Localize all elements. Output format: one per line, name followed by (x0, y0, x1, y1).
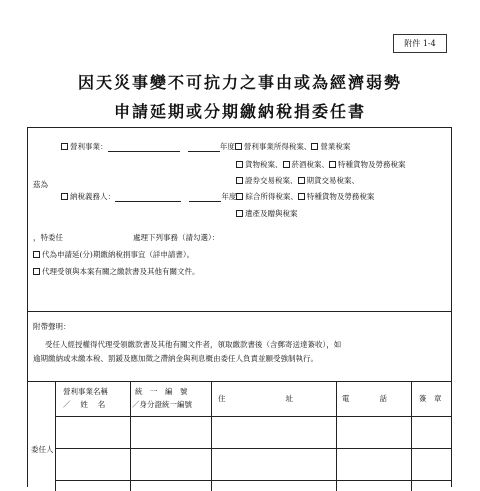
business-name-field[interactable] (108, 143, 180, 152)
entrust-prefix: ，特委任 (33, 233, 63, 242)
option-checkbox[interactable] (236, 161, 243, 168)
taxpayer-row (61, 191, 374, 202)
task-option-1 (33, 249, 194, 260)
table-col-border (211, 381, 212, 491)
notes-line-2: 逾期繳納或未繳本稅、罰鍰及應加徵之滯納金與利息概由委任人負責並願受強制執行。 (33, 354, 318, 363)
business-row (61, 141, 350, 152)
taxpayer-name-field[interactable] (115, 193, 181, 202)
taxpayer-checkbox[interactable] (61, 193, 68, 200)
table-row-border (55, 416, 451, 417)
taxpayer-year-field[interactable] (189, 193, 221, 202)
column-header-address: 住 址 (218, 394, 293, 403)
option-label: 營業稅案 (320, 142, 351, 151)
table-row-border (55, 448, 451, 449)
option-label: 貨物稅案、 (245, 160, 283, 169)
table-col-border (411, 381, 412, 491)
task-label: 代理受領與本案有關之繳款書及其他有關文件。 (42, 267, 200, 276)
option-label: 遺產及贈與稅案 (245, 209, 298, 218)
business-options-row-2 (236, 159, 406, 170)
page-subtitle: 申請延期或分期繳納稅捐委任書 (113, 102, 366, 121)
option-checkbox[interactable] (311, 143, 318, 150)
business-year-field[interactable] (188, 143, 220, 152)
column-header-id-2: ／身分證統一編號 (132, 400, 192, 409)
section-side-label: 茲為 (33, 180, 48, 189)
column-header-id: 統 一 編 號 (135, 387, 188, 396)
option-label: 證券交易稅案、 (245, 176, 298, 185)
column-header-name-2: ／ 姓 名 (63, 400, 106, 409)
table-row-border (55, 480, 451, 481)
table-side-label: 委任人 (31, 445, 54, 454)
business-year-suffix: 年度 (219, 142, 235, 151)
option-checkbox[interactable] (283, 161, 290, 168)
option-label: 營利事業所得稅案、 (243, 142, 312, 151)
attachment-label: 附件 1-4 (393, 34, 447, 53)
option-checkbox[interactable] (236, 177, 243, 184)
business-label: 營利事業： (70, 142, 108, 151)
notes-heading: 附帶聲明： (33, 322, 71, 331)
page-title: 因天災事變不可抗力之事由或為經濟弱勢 (77, 73, 402, 92)
entrust-suffix: 處理下列事務（請勾選）： (133, 233, 220, 242)
taxpayer-year-suffix: 年度 (221, 192, 237, 201)
option-checkbox[interactable] (298, 193, 305, 200)
option-checkbox[interactable] (298, 177, 305, 184)
business-options-row-3 (236, 175, 359, 186)
taxpayer-label: 納稅義務人： (70, 192, 115, 201)
business-checkbox[interactable] (61, 143, 68, 150)
column-header-signature: 簽 章 (419, 394, 442, 403)
option-checkbox[interactable] (236, 193, 243, 200)
column-header-phone: 電 話 (342, 394, 387, 403)
taxpayer-options-row-2 (236, 208, 298, 219)
column-header-name: 營利事業名稱 (63, 387, 108, 396)
option-label: 特種貨物及勞務稅案 (306, 192, 375, 201)
option-label: 期貨交易稅案、 (306, 176, 359, 185)
task-checkbox[interactable] (33, 251, 40, 258)
form-frame (27, 127, 452, 487)
divider (28, 381, 451, 382)
task-checkbox[interactable] (33, 268, 40, 275)
option-checkbox[interactable] (235, 143, 242, 150)
divider (28, 311, 451, 312)
task-option-2 (33, 266, 200, 277)
table-col-border (55, 381, 56, 491)
entrust-line (33, 232, 219, 243)
option-label: 特種貨物及勞務稅案 (338, 160, 406, 169)
table-col-border (336, 381, 337, 491)
option-label: 菸酒稅案、 (291, 160, 329, 169)
notes-line-1: 受任人經授權得代理受領繳款書及其他有關文件者，領取繳款書後（含郵寄送達簽收），如 (45, 340, 342, 349)
option-checkbox[interactable] (236, 210, 243, 217)
option-checkbox[interactable] (329, 161, 336, 168)
table-col-border (130, 381, 131, 491)
task-label: 代為申請延(分)期繳納稅捐事宜（詳申請書）。 (42, 250, 195, 259)
option-label: 綜合所得稅案、 (245, 192, 298, 201)
